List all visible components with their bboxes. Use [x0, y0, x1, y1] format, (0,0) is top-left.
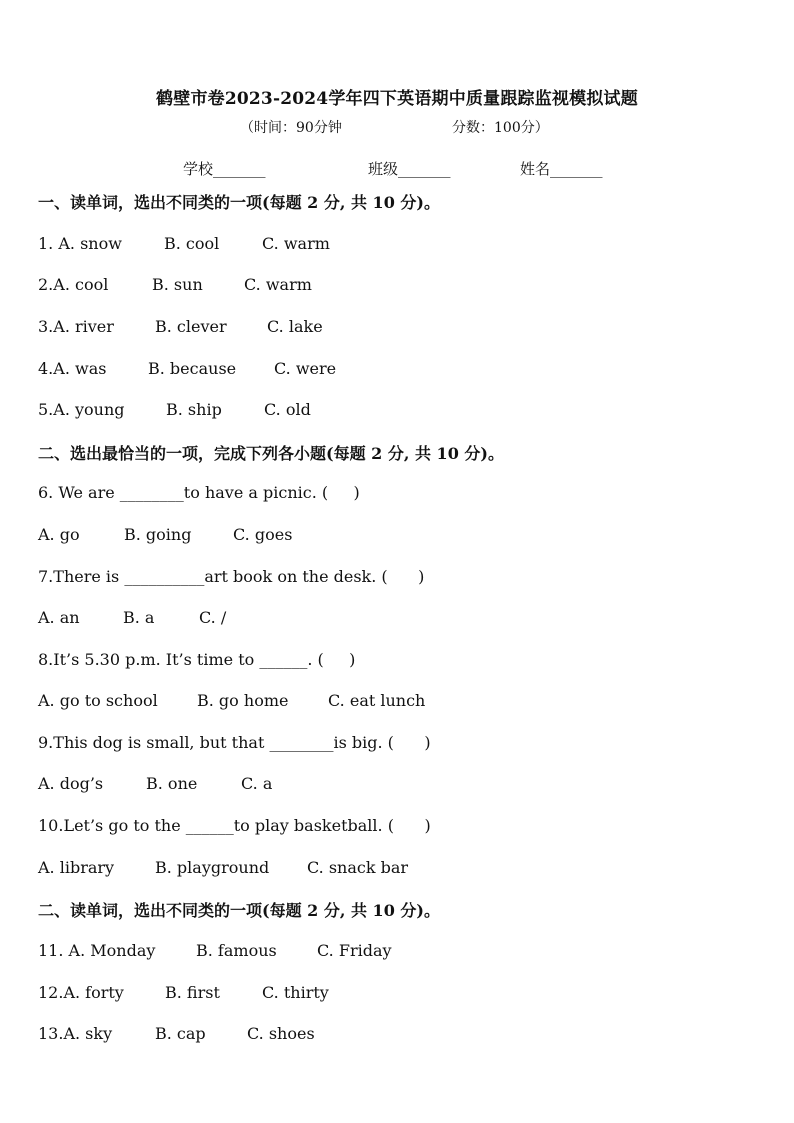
question-option-b: B. famous: [196, 941, 277, 960]
question-stem: 6. We are ________to have a picnic. ( ): [38, 483, 360, 502]
question-option-a: 4.A. was: [38, 359, 107, 378]
question-option-b: B. first: [165, 983, 220, 1002]
question-option-c: C. lake: [267, 317, 323, 336]
question-stem: 9.This dog is small, but that ________is big. ( ): [38, 733, 431, 752]
question-option-c: C. warm: [244, 275, 312, 294]
question-option-a: 11. A. Monday: [38, 941, 156, 960]
question-stem: 7.There is __________art book on the desk. ( ): [38, 567, 425, 586]
question-option-a: 13.A. sky: [38, 1024, 113, 1043]
question-option-b: B. playground: [155, 858, 270, 877]
section-heading: 二、选出最恰当的一项，完成下列各小题(每题 2 分, 共 10 分)。: [38, 444, 504, 463]
question-option-b: B. going: [124, 525, 192, 544]
question-option-b: B. go home: [197, 691, 289, 710]
class-field: 班级_______: [368, 160, 451, 178]
question-option-b: B. sun: [152, 275, 203, 294]
name-field: 姓名_______: [520, 160, 603, 178]
question-option-c: C. /: [199, 608, 227, 627]
question-option-c: C. warm: [262, 234, 330, 253]
question-option-a: A. go: [38, 525, 80, 544]
question-option-b: B. because: [148, 359, 237, 378]
question-option-a: A. library: [38, 858, 115, 877]
section-heading: 一、读单词，选出不同类的一项(每题 2 分, 共 10 分)。: [38, 193, 440, 212]
question-option-c: C. thirty: [262, 983, 329, 1002]
question-option-c: C. shoes: [247, 1024, 315, 1043]
question-option-a: A. an: [38, 608, 80, 627]
exam-score: 分数：100分）: [452, 120, 549, 136]
question-option-c: C. old: [264, 400, 311, 419]
page-title: 鹤壁市卷2023-2024学年四下英语期中质量跟踪监视模拟试题: [156, 89, 638, 109]
question-option-c: C. snack bar: [307, 858, 409, 877]
question-option-a: A. dog’s: [38, 774, 104, 793]
question-option-c: C. eat lunch: [328, 691, 426, 710]
question-option-a: 2.A. cool: [38, 275, 109, 294]
question-option-a: 3.A. river: [38, 317, 114, 336]
question-option-b: B. a: [123, 608, 155, 627]
question-option-b: B. cool: [164, 234, 220, 253]
question-option-b: B. cap: [155, 1024, 206, 1043]
section-heading: 二、读单词，选出不同类的一项(每题 2 分, 共 10 分)。: [38, 901, 440, 920]
question-stem: 8.It’s 5.30 p.m. It’s time to ______. ( ): [38, 650, 356, 669]
question-option-b: B. one: [146, 774, 198, 793]
question-option-b: B. clever: [155, 317, 227, 336]
question-option-a: 1. A. snow: [38, 234, 122, 253]
question-option-a: 5.A. young: [38, 400, 125, 419]
exam-time: （时间：90分钟: [240, 120, 342, 136]
question-option-a: 12.A. forty: [38, 983, 124, 1002]
question-option-b: B. ship: [166, 400, 222, 419]
question-stem: 10.Let’s go to the ______to play basketball. ( ): [38, 816, 431, 835]
school-field: 学校_______: [183, 160, 266, 178]
question-option-c: C. Friday: [317, 941, 392, 960]
question-option-c: C. were: [274, 359, 337, 378]
question-option-c: C. a: [241, 774, 273, 793]
question-option-a: A. go to school: [38, 691, 158, 710]
question-option-c: C. goes: [233, 525, 293, 544]
